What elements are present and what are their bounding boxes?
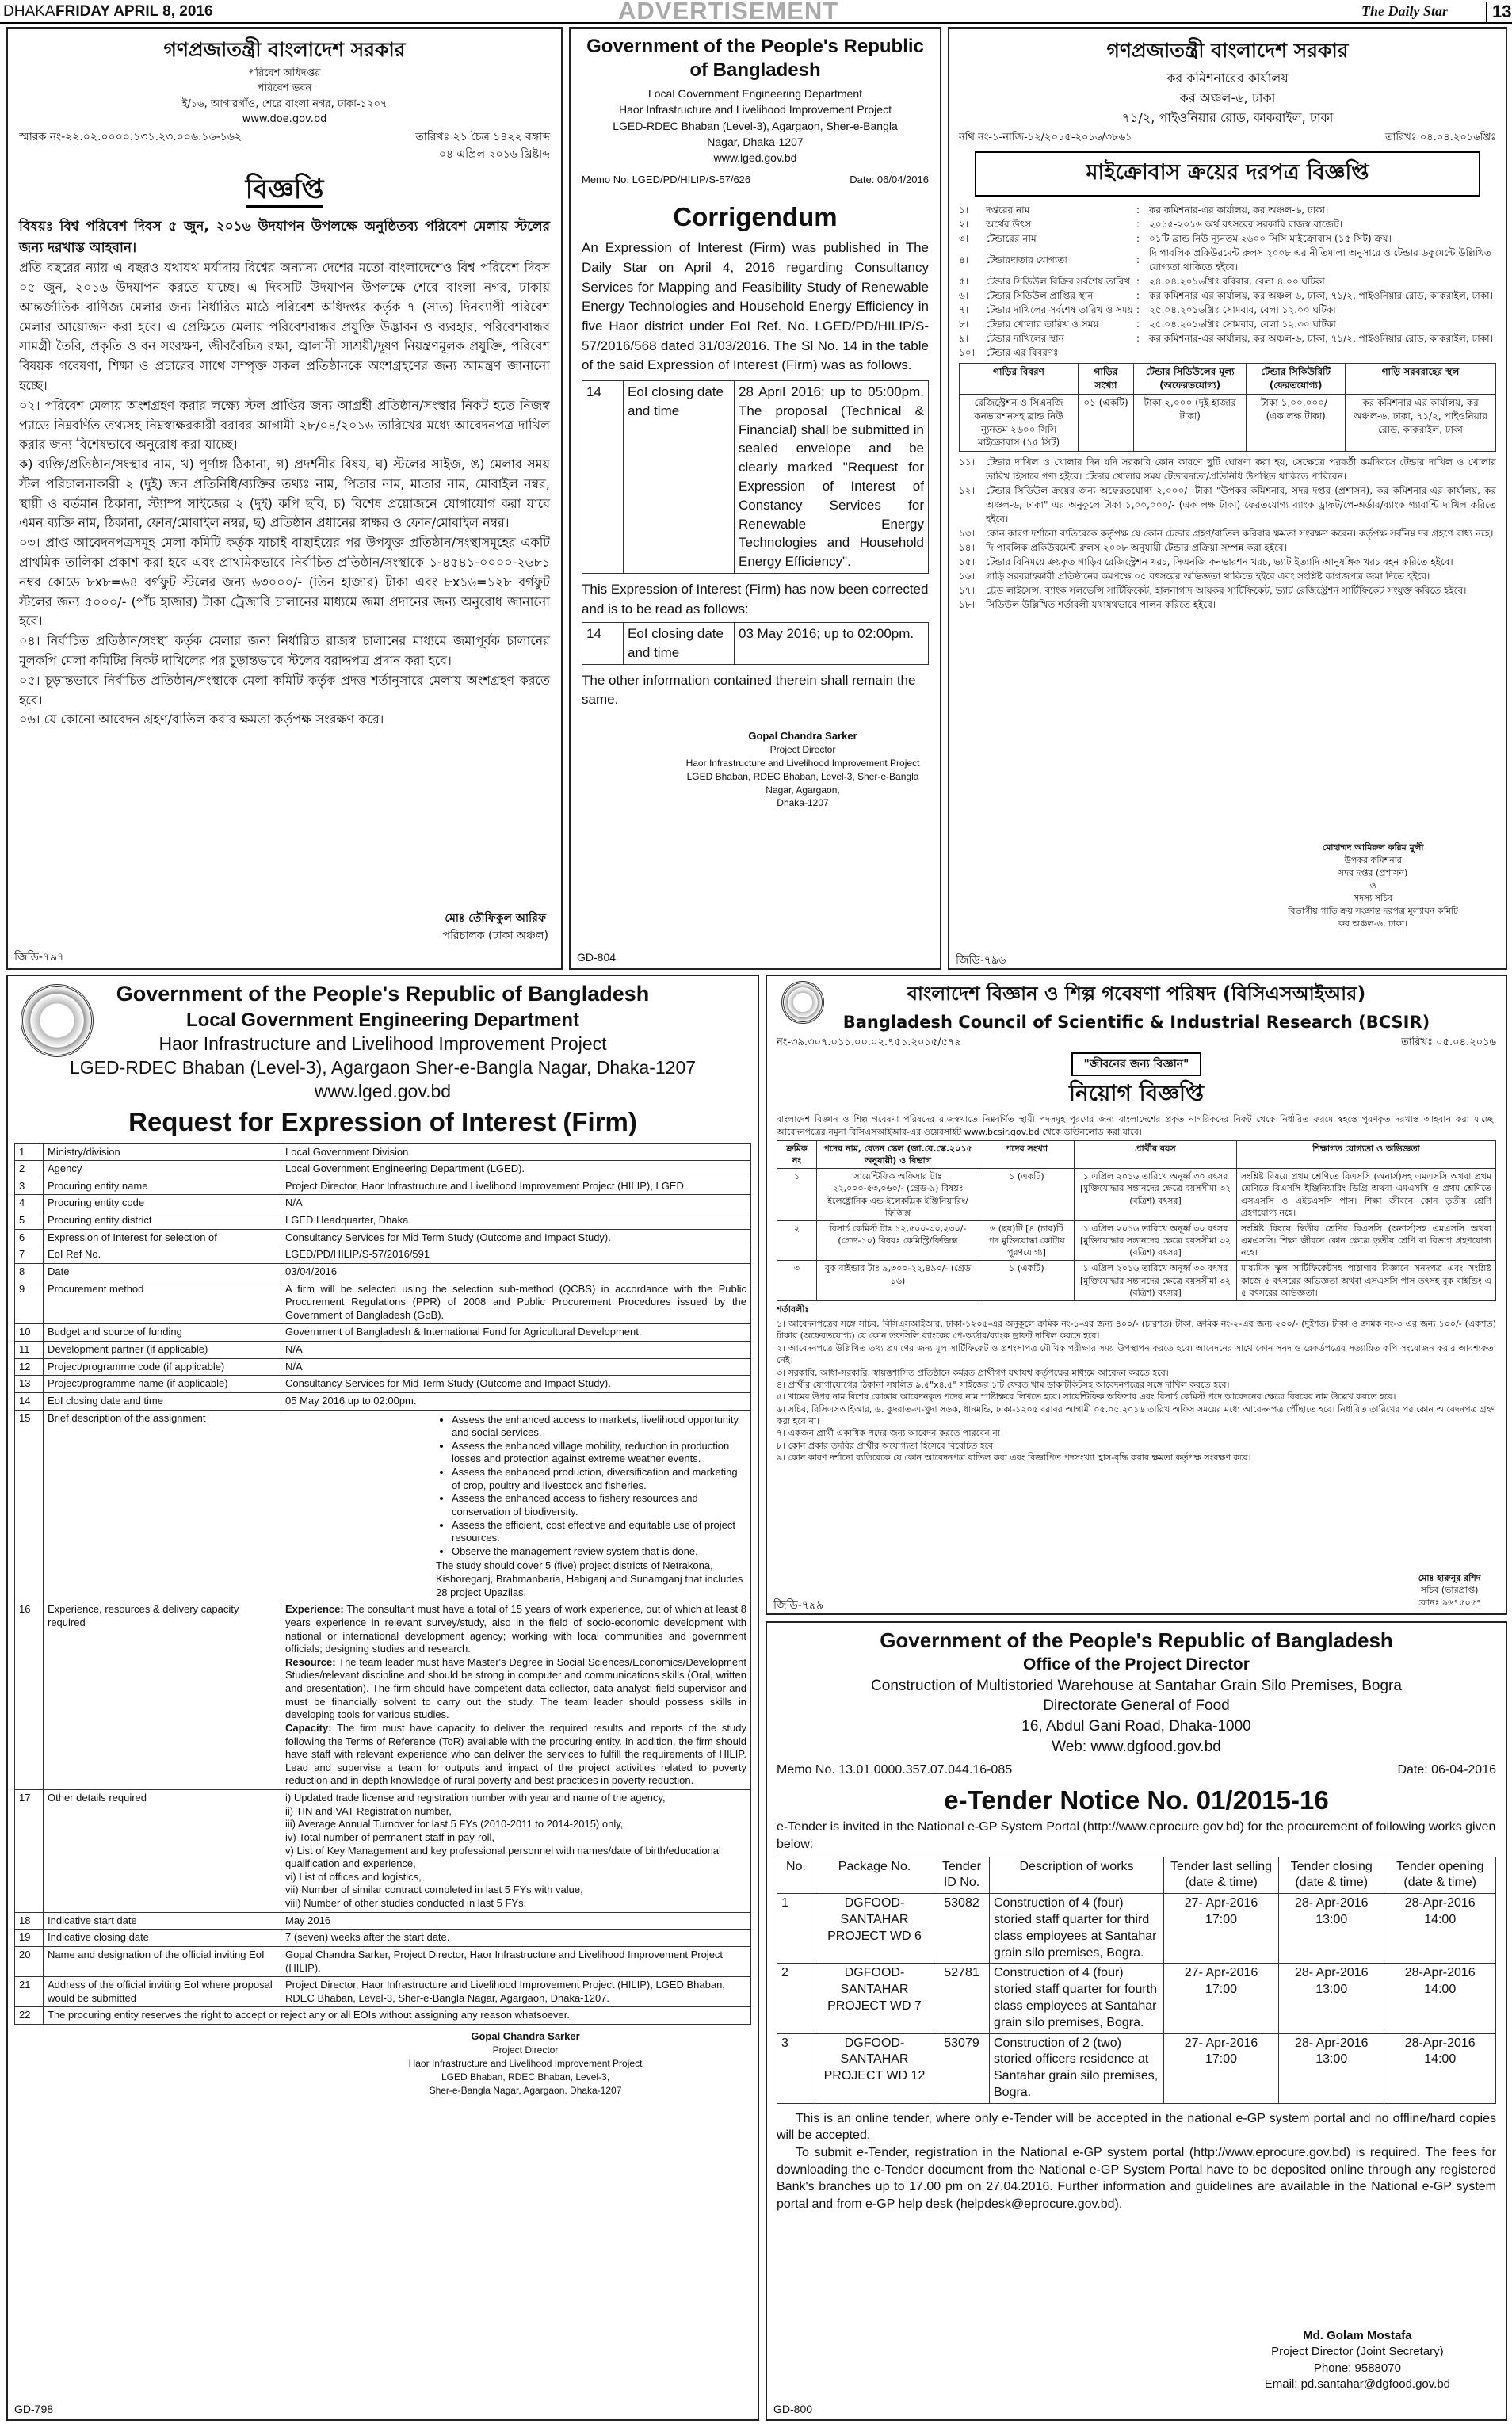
ad4-code: GD-798	[14, 2403, 54, 2415]
ad1-header-lines	[19, 66, 550, 128]
list-item: • Assess the efficient, cost effective and equitable use of project resources.	[452, 1519, 746, 1545]
list-item: • Observe the management review system that is done.	[452, 1545, 746, 1559]
header-date: FRIDAY APRIL 8, 2016	[55, 3, 213, 20]
ad6-title: e-Tender Notice No. 01/2015-16	[944, 1785, 1329, 1815]
ad4-experience: Experience: The consultant must have a total of 15 years of work experience, out of which at least 8 years experience in relevant survey/study, also in the field of socio-economic development with national or international development agency; working with local communities and government officials; designing studies and research.	[285, 1603, 746, 1655]
ad2-header-lines	[582, 86, 929, 166]
ad3-header-lines	[959, 69, 1496, 128]
ad5-date: তারিখঃ ০৫.০৪.২০১৬	[1401, 1036, 1496, 1048]
ad2-body: An Expression of Interest (Firm) was published in The Daily Star on April 4, 2016 regarding Consultancy Services for Mapping and Feasibility Study of Renewable Energy Technologies and Household Energy Efficiency in five Haor district under EoI Ref. No. LGED/PD/HILIP/S-57/2016/568 dated 31/03/2016. The Sl No. 14 in the table of the said Expression of Interest (Firm) was as follows.	[582, 240, 929, 373]
table-row: 7 EoI Ref No. LGED/PD/HILIP/S-57/2016/591	[15, 1246, 751, 1264]
ad3-signer: মোহাম্মদ আমিরুল করিম মুন্সী	[1322, 842, 1424, 853]
header-section: ADVERTISEMENT	[618, 0, 839, 25]
ad5-intro: বাংলাদেশ বিজ্ঞান ও শিল্প গবেষণা পরিষদের রাজস্বখাতে নিম্নবর্ণিত স্থায়ী পদসমূহ পূরণের জন্য বাংলাদেশের প্রকৃত নাগরিকদের নিকট থেকে নির্ধারিত ফরমে স্বহস্তে পূরণকৃত দরখাস্ত আহবান করা যাচ্ছে। আবেদনপত্রের নমুনা বিসিএসআইআর-এর ওয়েবসাইট www.bcsir.gov.bd থেকে ডাউনলোড করা যাবে।	[777, 1114, 1496, 1137]
list-item: ii) TIN and VAT Registration number,	[285, 1804, 452, 1817]
table-row: 3 Procuring entity name Project Director, Haor Infrastructure and Livelihood Improvement Project (HILIP), LGED.	[15, 1178, 751, 1195]
ad1-signer: মোঃ তৌফিকুল আরিফ	[445, 912, 547, 925]
table-row: ১ সায়েন্টিফিক অফিসার টাঃ ২২,০০০-৫৩,০৬০/- (গ্রেড-৯) বিষয়ঃ ইলেক্ট্রোনিক এন্ড ইলেকট্রিক ইঞ্জিনিয়ারিং/ফিজিক্স ১ (একটি) ১ এপ্রিল ২০১৬ তারিখে অনূর্ধ্ব ৩০ বৎসর [মুক্তিযোদ্ধার সন্তানদের ক্ষেত্রে বয়সসীমা ৩২ (বত্রিশ) বৎসর] সংশ্লিষ্ট বিষয়ে প্রথম শ্রেণিতে বিএসসি (অনার্স)সহ এমএসসি অথবা প্রথম শ্রেণিতে বিএসসি ইঞ্জিনিয়ারিং ডিগ্রি অথবা এমএসসি ও প্রথম শ্রেণিতে এসএসসি ও এইচএসসি পাস। শিক্ষা জীবনে কোন তৃতীয় শ্রেণি গ্রহণযোগ্য নহে।	[777, 1169, 1496, 1221]
ad4-signature	[300, 2029, 751, 2097]
ad2-line: Nagar, Dhaka-1207	[707, 135, 804, 148]
ad6-line: Directorate General of Food	[1043, 1697, 1230, 1715]
ad2-line: Haor Infrastructure and Livelihood Improvement Project	[619, 103, 892, 116]
ad4-line: LGED-RDEC Bhaban (Level-3), Agargaon Sher-e-Bangla Nagar, Dhaka-1207	[69, 1056, 697, 1078]
ad1-line: পরিবেশ ভবন	[257, 82, 312, 95]
list-item: i) Updated trade license and registration number with year and name of the agency,	[285, 1792, 666, 1804]
ad1-date-greg: ০৪ এপ্রিল ২০১৬ খ্রিষ্টাব্দ	[438, 147, 550, 161]
list-item: vii) Number of similar contract completed in last 5 FYs with value,	[285, 1884, 583, 1896]
table-row: 11 Development partner (if applicable) N/A	[15, 1342, 751, 1359]
ad6-line: 16, Abdul Gani Road, Dhaka-1000	[1021, 1718, 1251, 1735]
ad1-title: বিজ্ঞপ্তি	[19, 169, 550, 211]
list-item: ৪। টেন্ডারদাতার যোগ্যতা : দি পাবলিক প্রকিউরমেন্ট রুলস ২০০৮ এর নীতিমালা অনুসারে ও টেন্ডার ডকুমেন্টে উল্লিখিত যোগ্যতা থাকিতে হইবে।	[959, 247, 1491, 273]
ad2-signature	[677, 729, 929, 810]
ad4-resource: Resource: The team leader must have Master's Degree in Social Sciences/Economics/Development Studies/relevant discipline and should be strong in computer and communications skills (Oral, written and presentation). The firm should have competent data collector, data analyst; field supervisor and must be financially solvent to carry out the study. The team leader should possess skills in developing tools for various studies.	[285, 1655, 746, 1721]
table-row	[582, 380, 929, 573]
table-row: 6 Expression of Interest for selection of Consultancy Services for Mid Term Study (Outcome and Impact Study).	[15, 1229, 751, 1246]
table-header: No. Package No. Tender ID No. Description of works Tender last selling (date & time) Tender closing (date & time) Tender opening (date & time)	[777, 1857, 1496, 1894]
ad3-sig-line: বিভাগীয় গাড়ি ক্রয় সংক্রান্ত দরপত্র মূল্যায়ন কমিটি	[1288, 905, 1458, 916]
ad4-assignment-tail: The study should cover 5 (five) project districts of Netrakona, Kishoreganj, Brahmanbaria, Habiganj and Sunamganj that includes 28 project Upazilas.	[436, 1559, 743, 1598]
list-item: iii) Average Annual Turnover for last 5 FYs (2010-2011 to 2014-2015) only,	[285, 1818, 624, 1830]
table-row: 13 Project/programme name (if applicable) Consultancy Services for Mid Term Study (Outcome and Impact Study).	[15, 1376, 751, 1393]
ad-corrigendum	[569, 27, 941, 970]
ad2-title: Corrigendum	[673, 202, 838, 232]
ad6-p2: To submit e-Tender, registration in the National e-GP system portal (http://www.eprocure.gov.bd) is required. The fees for downloading the e-Tender document from the National e-GP System Portal have to be deposited online through any registered Bank's branches up to 17.00 pm on 27.04.2016. Further information and guidelines are available in the National e-GP system portal and from e-GP help desk (helpdesk@eprocure.gov.bd).	[777, 2145, 1496, 2211]
page-header	[0, 0, 1512, 24]
ad6-sig-line: Project Director (Joint Secretary)	[1271, 2345, 1444, 2359]
ad2-gov: Government of the People's Republic of Bangladesh	[586, 36, 924, 81]
ad5-title: নিয়োগ বিজ্ঞপ্তি	[1068, 1080, 1205, 1106]
ad6-table	[777, 1857, 1496, 2104]
table-row: 12 Project/programme code (if applicable) N/A	[15, 1358, 751, 1376]
table-row: 18 Indicative start date May 2016	[15, 1912, 751, 1930]
ad1-para: ০৫। চূড়ান্তভাবে নির্বাচিত প্রতিষ্ঠান/সংস্থাকে মেলা কমিটি কর্তৃক প্রদত্ত শর্তানুসারে মেলায় অংশগ্রহণ করতে হবে।	[19, 672, 550, 708]
list-item: ১৪। দি পাবলিক প্রকিউরমেন্ট রুলস ২০০৮ অনুযায়ী টেন্ডার প্রক্রিয়া সম্পন্ন করা হইবে।	[959, 542, 1287, 554]
ad3-sig-line: সদস্য সচিব	[1353, 892, 1393, 903]
ad1-line: ই/১৬, আগারগাঁও, শেরে বাংলা নগর, ঢাকা-১২০৭	[181, 97, 388, 110]
ad4-table	[14, 1143, 751, 2025]
ad2-line: LGED-RDEC Bhaban (Level-3), Agargaon, Sher-e-Bangla	[613, 119, 898, 132]
ad2-sig-line: Dhaka-1207	[777, 797, 829, 809]
list-item: ৭। টেন্ডার দাখিলের সর্বশেষ তারিখ ও সময় : ২৫.০৪.২০১৬খ্রিঃ সোমবার, বেলা ১২.০০ ঘটিকা।	[959, 304, 1340, 316]
list-item: vi) List of offices and logistics,	[285, 1870, 422, 1883]
ad-eoi-firm	[6, 975, 759, 2421]
ad6-intro: e-Tender is invited in the National e-GP System Portal (http://www.eprocure.gov.bd) for the procurement of following works given below:	[777, 1820, 1496, 1851]
table-row: ৩ বুক বাইন্ডার টাঃ ৯,৩০০-২২,৪৯০/- (গ্রেড ১৬) ১ (একটি) ১ এপ্রিল ২০১৬ তারিখে অনূর্ধ্ব ৩০ বৎসর [মুক্তিযোদ্ধার সন্তানদের ক্ষেত্রে বয়সসীমা ৩২ (বত্রিশ) বৎসর] মাধ্যমিক স্কুল সার্টিফিকেটসহ পাঠাগার বিজ্ঞানে সনদপত্র এবং সংশ্লিষ্ট কাজে ৫ বৎসরের অভিজ্ঞতা অথবা এসএসসি পাস তৎসহ বুক বাইন্ডিং এ ৫ বৎসরের অভিজ্ঞতা।	[777, 1261, 1496, 1301]
ad2-end: The other information contained therein shall remain the same.	[582, 672, 916, 708]
ad2-code: GD-804	[577, 951, 617, 964]
ad2-date: Date: 06/04/2016	[850, 174, 929, 186]
ad4-header-lines	[14, 1033, 751, 1104]
ad2-signer: Gopal Chandra Sarker	[748, 730, 857, 742]
ad6-office: Office of the Project Director	[1023, 1655, 1250, 1674]
list-item: • Assess the enhanced access to markets, livelihood opportunity and social services.	[452, 1414, 746, 1440]
ad3-sig-line: উপকর কমিশনার	[1344, 854, 1402, 865]
ad1-para: ০৪। নির্বাচিত প্রতিষ্ঠান/সংস্থা কর্তৃক মেলার জন্য নির্ধারিত রাজস্ব চালানের মাধ্যমে জমাপূর্বক চালানের মূলকপি মেলা কমিটির নিকট দাখিলের পর চূড়ান্তভাবে স্টলের বরাদ্দপত্র প্রদান করা হবে।	[19, 633, 550, 669]
ad5-sig-line: সচিব (ভারপ্রাপ্ত)	[1420, 1585, 1479, 1596]
ad-environment-fair	[6, 27, 563, 970]
ad2-sig-line: LGED Bhaban, RDEC Bhaban, Level-3, Sher-e-Bangla Nagar, Agargaon,	[686, 770, 919, 796]
ad6-p1: This is an online tender, where only e-Tender will be accepted in the national e-GP system portal and no offline/hard copies will be accepted.	[777, 2111, 1496, 2143]
table-row: 10 Budget and source of funding Government of Bangladesh & International Fund for Agricultural Development.	[15, 1324, 751, 1342]
list-item: • Assess the enhanced village mobility, reduction in production losses and protection against extreme weather events.	[452, 1440, 746, 1466]
ad3-sig-line: ও	[1369, 880, 1376, 891]
table-row: 16 Experience, resources & delivery capacity required Experience: The consultant must have a total of 15 years of work experience, out of which at least 8 years experience in relevant survey/study, also in the field of socio-economic development with national or international development agency; working with local communities and government officials; designing studies and research. Resource: The team leader must have Master's Degree in Social Sciences/Economics/Development Studies/relevant discipline and should be strong in computer and communications skills (Oral, written and presentation). The firm should have competent data collector, data analyst; field supervisor and must be financially solvent to carry out the study. The team leader should possess skills in developing tools for various studies. Capacity: The firm must have capacity to deliver the required results and reports of the study following the Terms of Reference (ToR) available with the procuring entity. In addition, the firm should have staff with relevant experience who can deliver the services to fulfill the requirements of HILIP. Lead and supervise a team for outputs and impact of the project activities related to poverty reduction and in-depth knowledge of rural poverty and best practices in poverty reduction.	[15, 1601, 751, 1790]
ad2-line: Local Government Engineering Department	[647, 87, 863, 100]
table-row: 5 Procuring entity district LGED Headquarter, Dhaka.	[15, 1212, 751, 1230]
ad5-signer: মোঃ হারুনুর রশিদ	[1418, 1573, 1481, 1583]
table-row: 4 Procuring entity code N/A	[15, 1195, 751, 1212]
ad5-signature	[1417, 1572, 1482, 1609]
ad1-subject: বিষয়ঃ বিশ্ব পরিবেশ দিবস ৫ জুন, ২০১৬ উদযাপন উপলক্ষে অনুষ্ঠিতব্য পরিবেশ মেলায় স্টলের জন্য দরখাস্ত আহবান।	[19, 219, 550, 256]
ad6-sig-line: Email: pd.santahar@dgfood.gov.bd	[1264, 2376, 1450, 2391]
ad2-cell: EoI closing date and time	[624, 380, 735, 573]
ad1-desig: পরিচালক (ঢাকা অঞ্চল)	[442, 930, 548, 943]
table-header: ক্রমিক নং পদের নাম, বেতন স্কেল (জা.বে.স্কে.২০১৫ অনুযায়ী) ও বিভাগ পদের সংখ্যা প্রার্থীর বয়স শিক্ষাগত যোগ্যতা ও অভিজ্ঞতা	[777, 1140, 1496, 1168]
ad5-code: জিডি-৭৯৯	[773, 1599, 824, 1612]
header-city: DHAKA	[3, 3, 55, 20]
ad2-cell: 14	[582, 623, 624, 665]
table-row: 3 DGFOOD-SANTAHAR PROJECT WD 12 53079 Construction of 2 (two) storied officers residence at Santahar grain silo premises, Bogra. 27- Apr-2016 17:00 28- Apr-2016 13:00 28-Apr-2016 14:00	[777, 2033, 1496, 2103]
list-item: ৬। টেন্ডার সিডিউল প্রাপ্তির স্থান : কর কমিশনার-এর কার্যালয়, কর অঞ্চল-৬, ঢাকা, ৭১/২, পাইওনিয়ার রোড, কাকরাইল, ঢাকা।	[959, 290, 1493, 302]
ad1-para: ০২। পরিবেশ মেলায় অংশগ্রহণ করার লক্ষ্যে স্টল প্রাপ্তির জন্য আগ্রহী প্রতিষ্ঠান/সংস্থার নিকট হতে নিজস্ব প্যাডে নিম্নবর্ণিত তথ্যসহ নিম্নস্বাক্ষরকারী বরাবর আগামী ২৮/০৪/২০১৬ তারিখের মধ্যে আবেদনপত্র দাখিল করার জন্য বিশেষভাবে অনুরোধ করা যাচ্ছে।	[19, 397, 550, 452]
table-row: 2 Agency Local Government Engineering Department (LGED).	[15, 1161, 751, 1178]
table-row	[582, 623, 929, 665]
table-row: 22 The procuring entity reserves the right to accept or reject any or all EOIs without assigning any reason whatsoever.	[15, 2007, 751, 2025]
ad5-slogan: "জীবনের জন্য বিজ্ঞান"	[1071, 1052, 1202, 1076]
table-row: 2 DGFOOD-SANTAHAR PROJECT WD 7 52781 Construction of 4 (four) storied staff quarter for fourth class employees at Santahar grain silo premises, Bogra. 27- Apr-2016 17:00 28- Apr-2016 13:00 28-Apr-2016 14:00	[777, 1964, 1496, 2033]
list-item: ১২। টেন্ডার সিডিউল ক্রয়ের জন্য অফেরতযোগ্য ২,০০০/- টাকা "উপকর কমিশনার, সদর দপ্তর (প্রশাসন), কর কমিশনার-এর কার্যালয়, কর অঞ্চল-৬, ঢাকা" এর অনুকূলে টাকা ১,০০,০০০/- (এক লক্ষ টাকা) ফেরতযোগ্য ব্যাংক ড্রাফট/পে-অর্ডার/ব্যাংক গ্যারান্টি দাখিল করিতে হইবে।	[959, 485, 1496, 525]
ad3-date: তারিখঃ ০৪.০৪.২০১৬খ্রিঃ	[1384, 132, 1496, 144]
ad6-sig-line: Phone: 9588070	[1313, 2361, 1401, 2375]
ad3-items	[959, 203, 1496, 360]
ad1-para: প্রতি বছরের ন্যায় এ বছরও যথাযথ মর্যাদায় বিশ্বের অন্যান্য দেশের মতো বাংলাদেশেও বিশ্ব পরিবেশ দিবস ০৫ জুন, ২০১৬ উদযাপন করতে যাচ্ছে। এ দিবসটি উদযাপন উপলক্ষে শেরে বাংলা নগর, ঢাকায় আন্তর্জাতিক বাণিজ্য মেলার জন্য নির্ধারিত মাঠে পরিবেশ অধিদপ্তর কর্তৃক ৭ (সাত) দিনব্যাপী পরিবেশ মেলার আয়োজন করা হবে। এ প্রেক্ষিতে মেলায় পরিবেশবান্ধব প্রযুক্তি উদ্ভাবন ও ব্যবহার, পরিবেশবান্ধব সামগ্রী তৈরি, প্রকৃতি ও বন সংরক্ষণ, জীববৈচিত্র রক্ষা, জ্বালানী সাশ্রয়ী/দূষণ নিয়ন্ত্রণমূলক প্রযুক্তি, পরিবেশ বিষয়ক গবেষণা, শিক্ষা ও প্রচারের সাথে সম্পৃক্ত সকল প্রতিষ্ঠানকে অংশগ্রহণের জন্য আমন্ত্রণ জানানো হচ্ছে।	[19, 260, 550, 393]
list-item: ১৫। টেন্ডার বিনিময়ে ক্রয়কৃত গাড়ির রেজিস্ট্রেশন খরচ, সিএনজি কনভারশন খরচ, ভ্যাট ইত্যাদি আনুষঙ্গিক খরচ বহন করিতে হইবে।	[959, 556, 1453, 568]
ad3-line: কর কমিশনারের কার্যালয়	[1166, 71, 1289, 86]
ad3-vehicle-table	[959, 363, 1496, 452]
ad3-line: ৭১/২, পাইওনিয়ার রোড, কাকরাইল, ঢাকা	[1121, 109, 1334, 125]
ad3-line: কর অঞ্চল-৬, ঢাকা	[1179, 90, 1276, 105]
table-row: রেজিস্ট্রেশন ও সিএনজি কনভারশনসহ ব্রান্ড নিউ ন্যূনতম ২৬০০ সিসি মাইক্রোবাস (১৫ সিট) ০১ (একটি) টাকা ২,০০০ (দুই হাজার টাকা) টাকা ১,০০,০০০/- (এক লক্ষ টাকা) কর কমিশনার-এর কার্যালয়, কর অঞ্চল-৬, ঢাকা, ৭১/২, পাইওনিয়ার রোড, কাকরাইল, ঢাকা	[960, 394, 1496, 451]
list-item: ৩। সরকারি, আধা-সরকারি, স্বায়ত্তশাসিত প্রতিষ্ঠানে কর্মরত প্রার্থীগণ যথাযথ কর্তৃপক্ষের মাধ্যমে আবেদন করতে হবে।	[777, 1367, 1169, 1378]
ad4-sig-line: Sher-e-Bangla Nagar, Agargaon, Dhaka-1207	[429, 2084, 622, 2096]
list-item: ১৮। সিডিউল উল্লিখিত শর্তাবলী যথাযথভাবে পালন করিতে হইবে।	[959, 599, 1216, 611]
ad4-signer: Gopal Chandra Sarker	[471, 2030, 580, 2043]
ad6-date: Date: 06-04-2016	[1397, 1763, 1496, 1777]
ad2-memo: Memo No. LGED/PD/HILIP/S-57/626	[582, 174, 751, 186]
ad5-terms-title: শর্তাবলীঃ	[777, 1304, 810, 1315]
ad6-line: Web: www.dgfood.gov.bd	[1052, 1738, 1221, 1755]
ad4-dept: Local Government Engineering Department	[185, 1009, 580, 1031]
list-item: v) List of Key Management and key professional personnel with names/date of birth/educational qualification and experience,	[285, 1844, 721, 1870]
list-item: ১। আবেদনপত্রের সঙ্গে সচিব, বিসিএসআইআর, ঢাকা-১২০৫-এর অনুকূলে ক্রমিক নং-১-এর জন্য ৪০০/- (চারশত) টাকা, ক্রমিক নং-২-এর জন্য ২০০/- (দুইশত) টাকা ও ক্রমিক নং-৩ এর জন্য ১০০/- (একশত) টাকার (অফেরতযোগ্য) যে কোন তফসিলি ব্যাংকের পে-অর্ডার/ব্যাংক ড্রাফট দাখিল করতে হবে।	[777, 1318, 1496, 1342]
ad3-signature	[1288, 842, 1458, 930]
ad5-terms	[777, 1318, 1496, 1464]
ad2-cell: 03 May 2016; up to 02:00pm.	[735, 623, 929, 665]
ad2-table-corrected	[582, 622, 929, 665]
list-item: ১০। টেন্ডার এর বিবরণঃ	[959, 347, 1059, 359]
ad4-sig-line: Project Director	[492, 2044, 559, 2056]
list-item: iv) Total number of permanent staff in pay-roll,	[285, 1830, 494, 1843]
ad6-signature	[1265, 2328, 1450, 2392]
page-number: 13	[1486, 2, 1511, 22]
ad4-title: Request for Expression of Interest (Firm)	[128, 1106, 637, 1136]
list-item: ৪। প্রার্থীর যোগাযোগের ঠিকানা সম্বলিত ৯.৫"x৪.৫" সাইজের ১টি ফেরত খাম ডাকটিকিটসহ আবেদনপত্রের সঙ্গে দাখিল করতে হবে।	[777, 1379, 1230, 1390]
ad5-sig-line: ফোনঃ ৯৬৭৫০৫৭	[1417, 1597, 1482, 1608]
list-item: ৩। টেন্ডারের নাম : ০১টি ব্রান্ড নিউ ন্যূনতম ২৬০০ সিসি মাইক্রোবাস (১৫ সিট) ক্রয়।	[959, 233, 1392, 245]
ad1-line: পরিবেশ অধিদপ্তর	[248, 67, 321, 79]
list-item: ৯। টেন্ডার দাখিলের স্থান : কর কমিশনার-এর কার্যালয়, কর অঞ্চল-৬, ঢাকা, ৭১/২, পাইওনিয়ার রোড, কাকরাইল, ঢাকা।	[959, 333, 1493, 345]
list-item: ৫। খামের উপর নাম বিশেষ কোন্তায় আবেদনকৃত পদের নাম স্পষ্টাক্ষরে লিখতে হবে। সায়েন্টিফিক অফিসার এবং রিসার্চ কেমিস্ট পদে আবেদনের ক্ষেত্রে বিষয়ের নাম উল্লেখ করতে হবে।	[777, 1391, 1396, 1403]
ad3-code: জিডি-৭৯৬	[956, 954, 1006, 967]
ad6-header-lines	[777, 1676, 1496, 1758]
ad5-table	[777, 1140, 1496, 1301]
ad6-signer: Md. Golam Mostafa	[1303, 2329, 1412, 2342]
ad2-cell: 14	[582, 380, 624, 573]
ad2-mid: This Expression of Interest (Firm) has now been corrected and is to be read as follows:	[582, 581, 929, 616]
ad-microbus-tender	[948, 27, 1507, 970]
ad2-sig-line: Haor Infrastructure and Livelihood Improvement Project	[685, 758, 920, 769]
list-item: ৫। টেন্ডার সিডিউল বিক্রির সর্বশেষ তারিখ : ২৪.০৪.২০১৬খ্রিঃ রবিবার, বেলা ৪.০০ ঘটিকা।	[959, 276, 1329, 288]
table-row: 21 Address of the official inviting EoI where proposal would be submitted Project Director, Haor Infrastructure and Livelihood Improvement Project (HILIP), LGED Bhaban, RDEC Bhaban, Level-3, Sher-e-Bangla Nagar, Agargaon, Dhaka-1207.	[15, 1977, 751, 2007]
table-row: 8 Date 03/04/2016	[15, 1263, 751, 1281]
table-row: 14 EoI closing date and time 05 May 2016 up to 02:00pm.	[15, 1392, 751, 1410]
ad1-gov: গণপ্রজাতন্ত্রী বাংলাদেশ সরকার	[163, 38, 406, 61]
table-row: 9 Procurement method A firm will be selected using the selection sub-method (QCBS) in accordance with the Public Procurement Regulations (PPR) of 2008 and Public Procurement Procedures issued by the Government of Bangladesh (GoB).	[15, 1281, 751, 1324]
ad1-memo: স্মারক নং-২২.০২.০০০০.১৩১.২৩.০০৬.১৬-১৬২	[19, 130, 242, 143]
ad1-para: ০৬। যে কোনো আবেদন গ্রহণ/বাতিল করার ক্ষমতা কর্তৃপক্ষ সংরক্ষণ করে।	[19, 712, 384, 727]
list-item: ৮। কোন প্রকার তদবির প্রার্থীর অযোগ্যতা হিসেবে বিবেচিত হবে।	[777, 1440, 997, 1451]
list-item: ৯। কোন কারণ দর্শানো ব্যতিরেকে যে কোন আবেদনপত্র বাতিল করা এবং বিজ্ঞাপিত পদসংখ্যা হ্রাস-বৃদ্ধি করার ক্ষমতা কর্তৃপক্ষ সংরক্ষণ করে।	[777, 1452, 1251, 1464]
table-header: গাড়ির বিবরণ গাড়ির সংখ্যা টেন্ডার সিডিউলের মূল্য (অফেরতযোগ্য) টেন্ডার সিকিউরিটি (ফেরতযোগ্য) গাড়ি সরবরাহের স্থল	[960, 364, 1496, 395]
ad5-name-bn: বাংলাদেশ বিজ্ঞান ও শিল্প গবেষণা পরিষদ (বিসিএসআইআর)	[907, 983, 1366, 1005]
table-row: 15 Brief description of the assignment • Assess the enhanced access to markets, livelihood opportunity and social services. • Assess the enhanced village mobility, reduction in production losses and protection against extreme weather events. • Assess the enhanced production, diversification and marketing of crop, poultry and livestock and fisheries. • Assess the enhanced access to fishery resources and conservation of biodiversity. • Assess the efficient, cost effective and equitable use of project resources. • Observe the management review system that is done. The study should cover 5 (five) project districts of Netrakona, Kishoreganj, Brahmanbaria, Habiganj and Sunamganj that includes 28 project Upazilas.	[15, 1410, 751, 1601]
ad6-gov: Government of the People's Republic of Bangladesh	[880, 1628, 1393, 1652]
ad-bcsir-recruitment	[766, 975, 1507, 1615]
ad1-code: জিডি-৭৯৭	[14, 951, 65, 964]
ad1-date: তারিখঃ ২১ চৈত্র ১৪২২ বঙ্গাব্দ	[415, 130, 550, 143]
list-item: ৮। টেন্ডার খোলার তারিখ ও সময় : ২৫.০৪.২০১৬খ্রিঃ সোমবার, বেলা ১২.৩০ ঘটিকা।	[959, 319, 1340, 330]
ad2-cell: 28 April 2016; up to 05:00pm. The proposal (Technical & Financial) shall be submitted in sealed envelope and be clearly marked "Request for Expression of Interest of Constancy Services for Renewable Energy Technologies and Household Energy Efficiency".	[735, 380, 929, 573]
list-item: ৬। সচিব, বিসিএসআইআর, ড. কুদরাত-এ-খুদা সড়ক, ধানমন্ডি, ঢাকা-১২০৫ বরাবর আগামী ০৫.০৫.২০১৬ তারিখ অফিস সময়ের মধ্যে আবেদনপত্র পৌঁছাতে হবে। নির্ধারিত তারিখের পর কোন আবেদনপত্র গ্রহণ করা হবে না।	[777, 1403, 1496, 1427]
list-item: • Assess the enhanced access to fishery resources and conservation of biodiversity.	[452, 1492, 746, 1518]
ad4-sig-line: LGED Bhaban, RDEC Bhaban, Level-3,	[441, 2071, 610, 2082]
ad4-line: Haor Infrastructure and Livelihood Improvement Project	[158, 1033, 607, 1054]
table-row: ২ রিসার্চ কেমিস্ট টাঃ ১২,৫০০-৩০,২৩০/- (গ্রেড-১০) বিষয়ঃ কেমিস্ট্রি/ফিজিক্স ৬ (ছয়)টি [৪ (চার)টি পদ মুক্তিযোদ্ধা কোটায় পূরণযোগ্য] ১ এপ্রিল ২০১৬ তারিখে অনূর্ধ্ব ৩০ বৎসর [মুক্তিযোদ্ধার সন্তানদের ক্ষেত্রে বয়সসীমা ৩২ (বত্রিশ) বৎসর] সংশ্লিষ্ট বিষয়ে দ্বিতীয় শ্রেণির বিএসসি (অনার্স)সহ এমএসসি অথবা এমএসসি। শিক্ষা জীবনে কোন ক্ষেত্রে তৃতীয় শ্রেণি বা বিভাগ গ্রহণযোগ্য নহে।	[777, 1220, 1496, 1261]
table-row: 19 Indicative closing date 7 (seven) weeks after the start date.	[15, 1930, 751, 1947]
ad3-gov: গণপ্রজাতন্ত্রী বাংলাদেশ সরকার	[1106, 39, 1349, 62]
ad5-name-en: Bangladesh Council of Scientific & Industrial Research (BCSIR)	[842, 1013, 1430, 1032]
ad2-sig-line: Project Director	[769, 744, 836, 756]
masthead: The Daily Star	[1361, 3, 1449, 19]
ad1-signature	[443, 910, 549, 945]
ad3-sig-line: কর অঞ্চল-৬, ঢাকা।	[1338, 918, 1408, 929]
ad1-line: www.doe.gov.bd	[242, 113, 327, 126]
ad4-sig-line: Haor Infrastructure and Livelihood Improvement Project	[408, 2058, 643, 2070]
ad1-para: ক) ব্যক্তি/প্রতিষ্ঠান/সংস্থার নাম, খ) পূর্ণাঙ্গ ঠিকানা, গ) প্রদর্শনীর বিষয়, ঘ) স্টলের সাইজ, ঙ) মেলার সময় স্টল পরিচালনাকারী ২ (দুই) জন প্রতিনিধি/ব্যক্তির তথ্যঃ নাম, পিতার নাম, মাতার নাম, মোবাইল নম্বর, স্থায়ী ও বর্তমান ঠিকানা, স্ট্যাম্প সাইজের ২ (দুই) কপি ছবি, চ) বিশেষ প্রয়োজনে যোগাযোগ করা যাবে এমন ব্যক্তি নাম, ঠিকানা, ফোন/মোবাইল নম্বর, ছ) প্রতিষ্ঠান প্রধানের স্বাক্ষর ও ফোন/মোবাইল নম্বর।	[19, 456, 550, 531]
ad6-memo: Memo No. 13.01.0000.357.07.044.16-085	[777, 1763, 1013, 1777]
ad3-memo: নথি নং-১-নাজি-১২/২০১৫-২০১৬/৩৮৬১	[959, 132, 1132, 144]
ad4-assignment-list	[285, 1414, 746, 1559]
ad2-table-original	[582, 380, 929, 574]
table-row: 1 DGFOOD-SANTAHAR PROJECT WD 6 53082 Construction of 4 (four) storied staff quarter for third class employees at Santahar grain silo premises, Bogra. 27- Apr-2016 17:00 28- Apr-2016 13:00 28-Apr-2016 14:00	[777, 1894, 1496, 1964]
list-item: ১৭। ট্রেড লাইসেন্স, ব্যাংক সলভেন্সি সার্টিফিকেট, হালনাগাদ আয়কর সার্টিফিকেট, ভ্যাট রেজিস্ট্রেশন সার্টিফিকেট সংযুক্ত করিতে হইবে।	[959, 585, 1467, 597]
list-item: ১৩। কোন কারণ দর্শানো ব্যতিরেকে কর্তৃপক্ষ যে কোন টেন্ডার গ্রহণ/বাতিল করিবার ক্ষমতা সংরক্ষণ করেন। কর্তৃপক্ষ সর্বনিম্ন দর গ্রহণে বাধ্য নহে।	[959, 528, 1494, 540]
ad3-sig-line: সদর দপ্তর (প্রশাসন)	[1338, 867, 1408, 878]
list-item: • Assess the enhanced production, diversification and marketing of crop, poultry and livestock and fisheries.	[452, 1466, 746, 1492]
ad2-line: www.lged.gov.bd	[713, 151, 797, 165]
ad6-code: GD-800	[773, 2403, 813, 2415]
table-row: 17 Other details required i) Updated trade license and registration number with year and name of the agency, ii) TIN and VAT Registration number, iii) Average Annual Turnover for last 5 FYs (2010-2011 to 2014-2015) only, iv) Total number of permanent staff in pay-roll, v) List of Key Management and key professional personnel with names/date of birth/educational qualification and experience, vi) List of offices and logistics, vii) Number of similar contract completed in last 5 FYs with value, viii) Number of other studies conducted in last 5 FYs.	[15, 1790, 751, 1913]
list-item: ২। অর্থের উৎস : ২০১৫-২০১৬ অর্থ বৎসরের সরকারি রাজস্ব বাজেট।	[959, 219, 1343, 231]
ad5-memo: নং-৩৯.৩০৭.০১১.০০.০২.৭৫১.২০১৫/৫৭৯	[777, 1036, 962, 1048]
list-item: ৭। একজন প্রার্থী একাধিক পদের জন্য আবেদন করতে পারবেন না।	[777, 1428, 1003, 1439]
list-item: ১৬। গাড়ি সরবরাহকারী প্রতিষ্ঠানের কমপক্ষে ০৫ বৎসরের অভিজ্ঞতা থাকিতে হইবে এবং সংশ্লিষ্ট কাগজপত্র জমা দিতে হইবে।	[959, 571, 1430, 582]
ad-etender-notice	[766, 1621, 1507, 2421]
ad2-cell: EoI closing date and time	[624, 623, 735, 665]
ad3-title: মাইক্রোবাস ক্রয়ের দরপত্র বিজ্ঞপ্তি	[975, 151, 1480, 197]
table-row: 20 Name and designation of the official inviting EoI Gopal Chandra Sarker, Project Director, Haor Infrastructure and Livelihood Improvement Project (HILIP).	[15, 1946, 751, 1976]
ad4-line: www.lged.gov.bd	[314, 1080, 452, 1101]
ad4-gov: Government of the People's Republic of Bangladesh	[116, 982, 650, 1006]
table-row: 1 Ministry/division Local Government Division.	[15, 1143, 751, 1161]
ad6-line: Construction of Multistoried Warehouse at Santahar Grain Silo Premises, Bogra	[871, 1677, 1402, 1694]
list-item: ১। দপ্তরের নাম : কর কমিশনার-এর কার্যালয়, কর অঞ্চল-৬, ঢাকা।	[959, 204, 1329, 216]
ad3-notes	[959, 455, 1496, 612]
list-item: ২। আবেদনপত্রে উল্লিখিত তথ্য প্রমাণের জন্য মূল সার্টিফিকেট ও প্রশংসাপত্র মৌখিক পরীক্ষার সময় উপস্থাপন করতে হবে। আবেদনের সাথে কোন সনদ ও রেকর্ডপত্রের সত্যায়িত কপি সংযোজন করার আবশ্যকতা নেই।	[777, 1342, 1496, 1366]
ad1-para: ০৩। প্রাপ্ত আবেদনপত্রসমূহ মেলা কমিটি কর্তৃক যাচাই বাছাইয়ের পর উপযুক্ত প্রতিষ্ঠান/সংস্থাসমূহের একটি প্রাথমিক তালিকা প্রকাশ করা হবে এবং প্রাথমিকভাবে নির্বাচিত প্রতিষ্ঠান/সংস্থাকে ১-৪৫৪১-০০০০-২৬৮১ নম্বর কোডে ৮x৮=৬৪ বর্গফুট স্টলের জন্য ৬৩০০০/- (তিন হাজার) টাকা এবং ৮x১৬=১২৮ বর্গফুট স্টলের জন্য ৫০০০/- (পাঁচ হাজার) টাকা ট্রেজারি চালানের মাধ্যমে জমা প্রদানের জন্য অনুরোধ জানানো হবে।	[19, 535, 550, 629]
list-item: ১১। টেন্ডার দাখিল ও খোলার দিন যদি সরকারি কোন কারণে ছুটি ঘোষণা করা হয়, সেক্ষেত্রে পরবর্তী কর্মদিবসে টেন্ডার দাখিল ও খোলার তারিখ হিসাবে গণ্য হইবে। টেন্ডার খোলার সময় টেন্ডারদাতা/প্রতিনিধি উপস্থিত থাকিতে পারিবেন।	[959, 456, 1496, 483]
ad4-capacity: Capacity: The firm must have capacity to deliver the required results and reports of the study following the Terms of Reference (ToR) available with the procuring entity. In addition, the firm should have staff with relevant experience who can deliver the services to fulfill the requirements of HILIP. Lead and supervise a team for outputs and impact of the project activities related to poverty reduction and in-depth knowledge of rural poverty and best practices in poverty reduction.	[285, 1721, 746, 1787]
list-item: viii) Number of other studies conducted in last 5 FYs.	[285, 1897, 527, 1910]
